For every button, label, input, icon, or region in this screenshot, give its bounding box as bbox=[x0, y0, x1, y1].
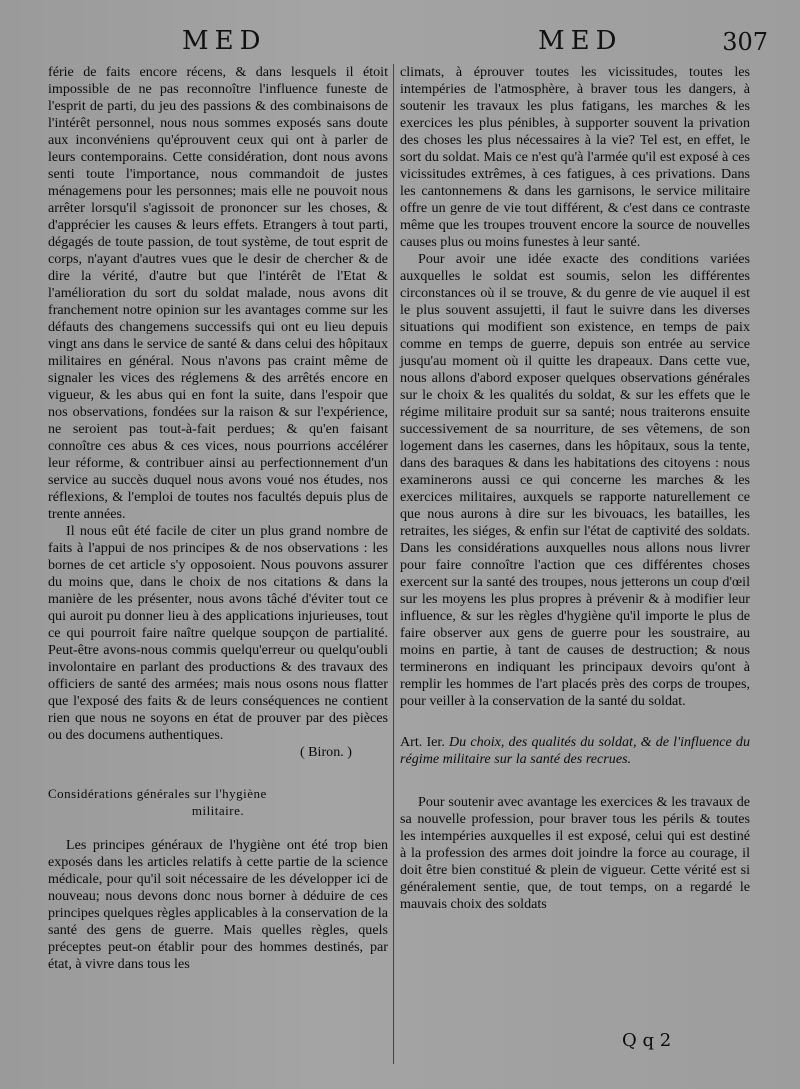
left-column bbox=[48, 64, 388, 973]
paragraph: Les principes généraux de l'hygiène ont été trop bien exposés dans les articles relatifs à cette partie de la science médicale, pour qu'il soit nécessaire de les développer ici de nouveau; nous devons donc nous borner à déduire de ces principes quelques règles applicables à la conservation de la santé des gens de guerre. Mais quelles règles, quels préceptes peut-on établir pour des hommes destinés, par état, à vivre dans tous les bbox=[48, 837, 388, 972]
article-heading bbox=[400, 734, 750, 768]
paragraph: Pour avoir une idée exacte des conditions variées auxquelles le soldat est soumis, selon les différentes circonstances où il se trouve, & du genre de vie auquel il est le plus souvent assujetti, il faut le suivre dans les diverses situations qui modifient son existence, en temps de paix comme en temps de guerre, depuis son entrée au service jusqu'au moment où il quitte les drapeaux. Dans cette vue, nous allons d'abord exposer quelques observations générales sur le choix & les qualités du soldat, & sur les effets que le régime militaire produit sur sa santé; nous traiterons ensuite successivement de sa nourriture, de ses vêtemens, de son logement dans les casernes, dans les hôpitaux, sous la tente, dans des baraques & dans les habitations des citoyens : nous examinerons aussi ce qui concerne les marches & les exercices militaires, auxquels se rapporte naturellement ce que nous aurons à dire sur les bivouacs, les batailles, les retraites, les siéges, & enfin sur l'état de captivité des soldats. Dans les considérations auxquelles nous allons nous livrer pour faire connoître l'action que ces différentes choses exercent sur la santé des troupes, nous jetterons un coup d'œil sur les moyens les plus propres à prévenir & à modifier leur influence, & sur les règles d'hygiène qu'il importe le plus de faire observer aux gens de guerre pour les soustraire, au moins en partie, à tant de causes de destruction; & nous terminerons en indiquant les principaux devoirs qu'ont à remplir les hommes de l'art placés près des corps de troupes, pour veiller à la conservation de la santé du soldat. bbox=[400, 251, 750, 709]
page-number: 307 bbox=[722, 28, 768, 56]
paragraph: climats, à éprouver toutes les vicissitudes, toutes les intempéries de l'atmosphère, à braver tous les dangers, à soutenir les travaux les plus fatigans, les marches & les exercices les plus pénibles, à supporter souvent la privation des choses les plus nécessaires à la vie? Tel est, en effet, le sort du soldat. Mais ce n'est qu'à l'armée qu'il est exposé à ces vicissitudes extrêmes, à ces fatigues, à ces privations. Dans les cantonnemens & dans les garnisons, le service militaire offre un genre de vie tout différent, & c'est dans ce contraste même que les troupes trouvent encore la source de nouvelles causes plus ou moins funestes à leur santé. bbox=[400, 64, 750, 250]
running-head-right: MED bbox=[538, 26, 623, 56]
section-title-line-1: Considérations générales sur l'hygiène bbox=[48, 786, 267, 801]
author-signature: ( Biron. ) bbox=[299, 744, 352, 760]
section-title-line-2: militaire. bbox=[191, 803, 245, 818]
article-title: Du choix, des qualités du soldat, & de l'influence du régime militaire sur la santé des recrues. bbox=[400, 734, 750, 767]
paragraph: Pour soutenir avec avantage les exercices & les travaux de sa nouvelle profession, pour braver tous les périls & toutes les intempéries auxquelles il est exposé, celui qui est destiné à la profession des armes doit joindre la force au courage, il doit être bien constitué & plein de vigueur. Cette vérité est si généralement sentie, que, de tout temps, on a regardé le mauvais choix des soldats bbox=[400, 794, 750, 912]
article-label: Art. Ier. bbox=[400, 734, 445, 750]
paragraph: férie de faits encore récens, & dans lesquels il étoit impossible de ne pas reconnoître l'influence funeste de l'esprit de parti, du jeu des passions & des combinaisons de l'intérêt personnel, nous nous sommes exposés sans doute aux inconvéniens qu'éprouvent ceux qui ont à parler de leurs contemporains. Cette considération, dont nous avons senti toute l'importance, nous commandoit de justes ménagemens pour les personnes; mais elle ne pouvoit nous arrêter lorsqu'il s'agissoit de prononcer sur les choses, & d'apprécier les causes & leurs effets. Etrangers à tout parti, dégagés de toute passion, de tout système, de tout esprit de corps, n'ayant d'autres vues que le desir de chercher & de dire la vérité, d'autre but que l'intérêt de l'Etat & l'amélioration du sort du soldat malade, nous avons dit franchement notre opinion sur les avantages comme sur les défauts des changemens successifs qui ont eu lieu depuis vingt ans dans le service de santé & dans celui des hôpitaux militaires en général. Nous n'avons pas craint même de signaler les vices des réglemens & des arrêtés encore en vigueur, & les abus qui en font la suite, dans l'espoir que nos observations, fondées sur la raison & sur l'expérience, ne seroient pas tout-à-fait perdues; & qu'en faisant connoître ces abus & ces vices, nous pourrions accélérer leur réforme, & contribuer ainsi au perfectionnement d'un service au succès duquel nous avons voué nos études, nos réflexions, & l'emploi de toutes nos facultés depuis plus de trente années. bbox=[48, 64, 388, 522]
printer-signature-mark: Q q 2 bbox=[622, 1030, 672, 1051]
running-head-left: MED bbox=[182, 26, 267, 56]
column-divider bbox=[393, 64, 394, 1064]
section-title bbox=[48, 785, 388, 819]
right-column bbox=[400, 64, 750, 913]
paragraph: Il nous eût été facile de citer un plus grand nombre de faits à l'appui de nos principes & de nos observations : les bornes de cet article s'y opposoient. Nous pouvons assurer du moins que, dans le choix de nos citations & dans la manière de les présenter, nous avons tâché d'éviter tout ce qui auroit pu donner lieu à des applications injurieuses, tout ce qui pourroit faire naître quelque soupçon de partialité. Peut-être avons-nous commis quelqu'erreur ou quelqu'oubli involontaire en parlant des productions & des travaux des officiers de santé des armées; mais nous osons nous flatter que l'exposé des faits & de leurs conséquences ne contient rien que nous ne soyons en état de prouver par des pièces ou des documens authentiques. bbox=[48, 523, 388, 743]
